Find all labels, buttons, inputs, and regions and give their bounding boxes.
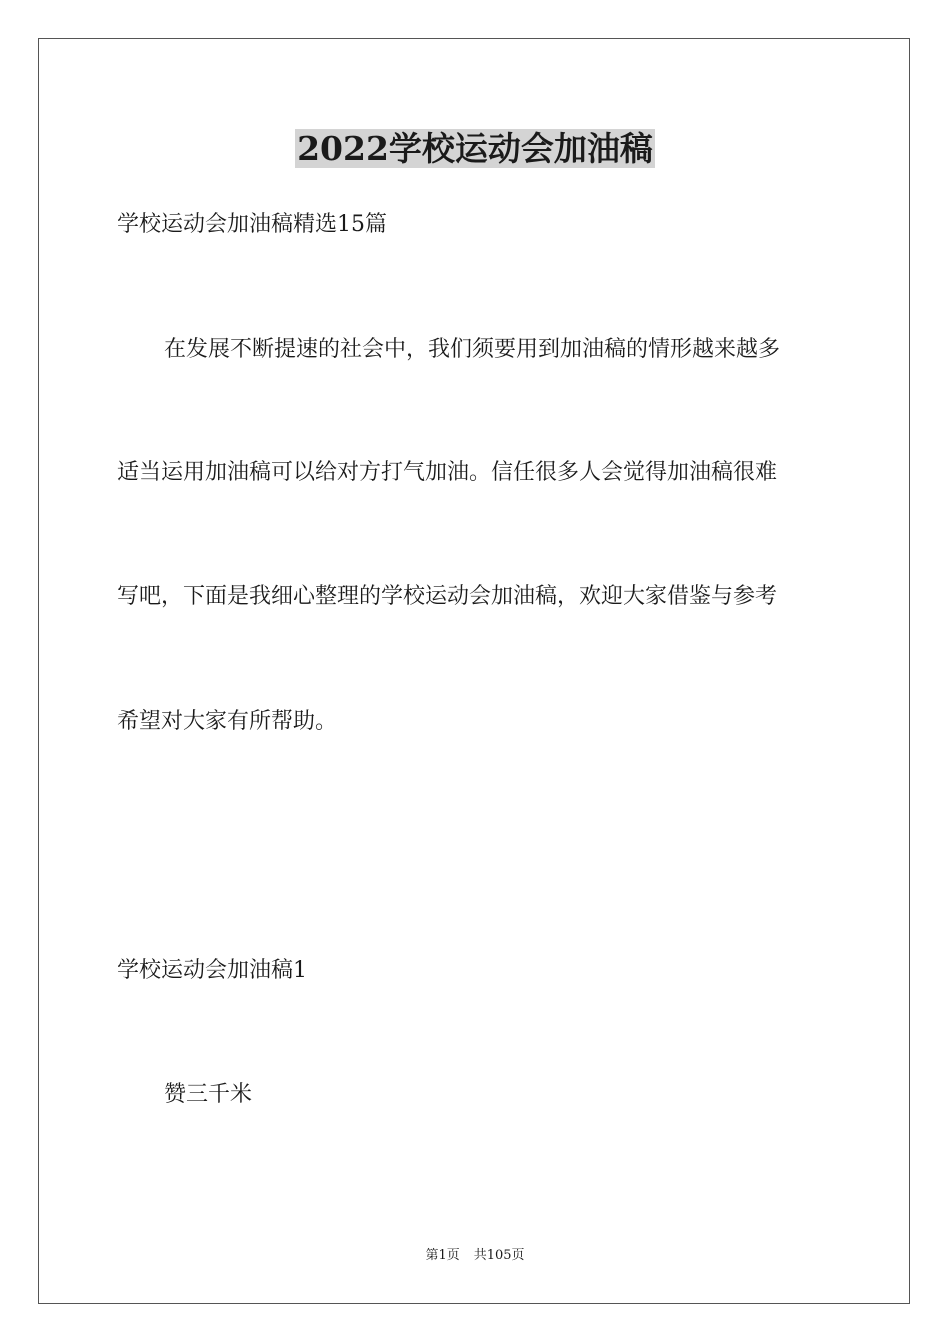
- page-footer: [0, 1247, 950, 1265]
- section-first-line: 赞三千米: [164, 1082, 253, 1107]
- page-number: 第1页: [425, 1248, 460, 1263]
- document-title: [0, 126, 950, 172]
- intro-line: 在发展不断提速的社会中，我们须要用到加油稿的情形越来越多: [164, 337, 781, 362]
- document-title-text: 2022学校运动会加油稿: [297, 129, 653, 168]
- intro-line: 适当运用加油稿可以给对方打气加油。信任很多人会觉得加油稿很难: [117, 460, 778, 485]
- document-subtitle: 学校运动会加油稿精选15篇: [117, 212, 387, 237]
- intro-line: 写吧，下面是我细心整理的学校运动会加油稿，欢迎大家借鉴与参考: [117, 584, 778, 609]
- total-pages: 共105页: [473, 1248, 525, 1263]
- intro-line: 希望对大家有所帮助。: [117, 709, 338, 734]
- section-heading: 学校运动会加油稿1: [117, 958, 307, 983]
